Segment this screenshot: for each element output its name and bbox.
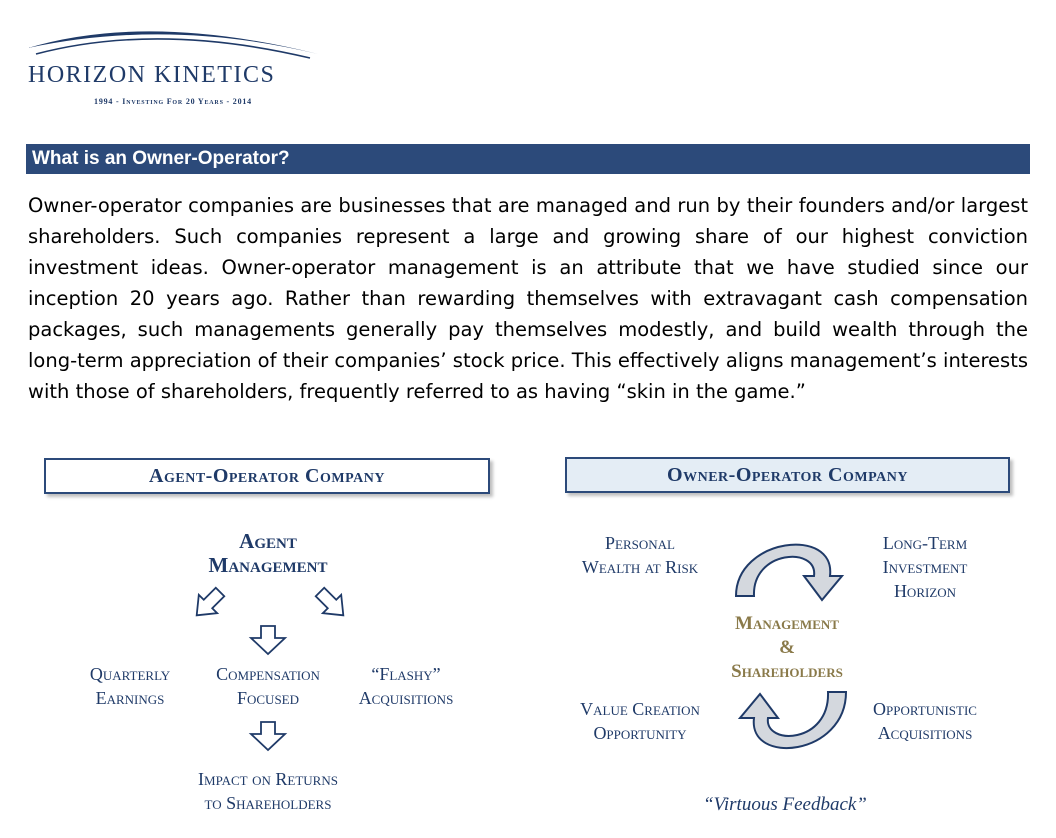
long-term-horizon-label: Long-Term Investment Horizon <box>882 533 968 601</box>
owner-operator-title: Owner-Operator Company <box>565 457 1010 493</box>
arrow-down-icon <box>248 624 288 656</box>
quarterly-earnings-label: Quarterly Earnings <box>89 664 171 708</box>
section-title: What is an Owner-Operator? <box>26 144 1030 174</box>
arrow-down-right-icon <box>312 584 352 624</box>
logo-wordmark: HORIZON KINETICS <box>28 62 276 88</box>
intro-paragraph: Owner-operator companies are businesses that are managed and run by their founders and/or largest shareholders. Such companies represent a large and growing share of our highest conviction investment ideas. Owner-operator management is an attribute that we have studied since our inception 20 years ago. Rather than rewarding themselves with extravagant cash compensation packages, such managements generally pay themselves modestly, and build wealth through the long-term appreciation of their companies’ stock price. This effectively aligns management’s interests with those of shareholders, frequently referred to as having “skin in the game.” <box>28 194 1028 403</box>
agent-operator-title: Agent-Operator Company <box>44 458 490 494</box>
curved-arrow-bottom-icon <box>726 684 856 764</box>
logo-swoosh <box>28 14 318 60</box>
logo-tagline: 1994 - Investing For 20 Years - 2014 <box>94 97 252 106</box>
virtuous-feedback-caption: “Virtuous Feedback” <box>703 794 867 815</box>
value-creation-label: Value Creation Opportunity <box>580 699 700 743</box>
flashy-acquisitions-label: “Flashy” Acquisitions <box>358 664 454 708</box>
agent-management-label: Agent Management <box>208 529 328 577</box>
impact-on-returns-label: Impact on Returns to Shareholders <box>198 769 338 813</box>
compensation-focused-label: Compensation Focused <box>216 664 320 708</box>
opportunistic-acquisitions-label: Opportunistic Acquisitions <box>873 699 977 743</box>
arrow-down-left-icon <box>188 584 228 624</box>
arrow-down-icon <box>248 720 288 752</box>
management-shareholders-label: Management & Shareholders <box>731 613 843 682</box>
personal-wealth-label: Personal Wealth at Risk <box>581 533 699 577</box>
curved-arrow-top-icon <box>726 528 856 606</box>
